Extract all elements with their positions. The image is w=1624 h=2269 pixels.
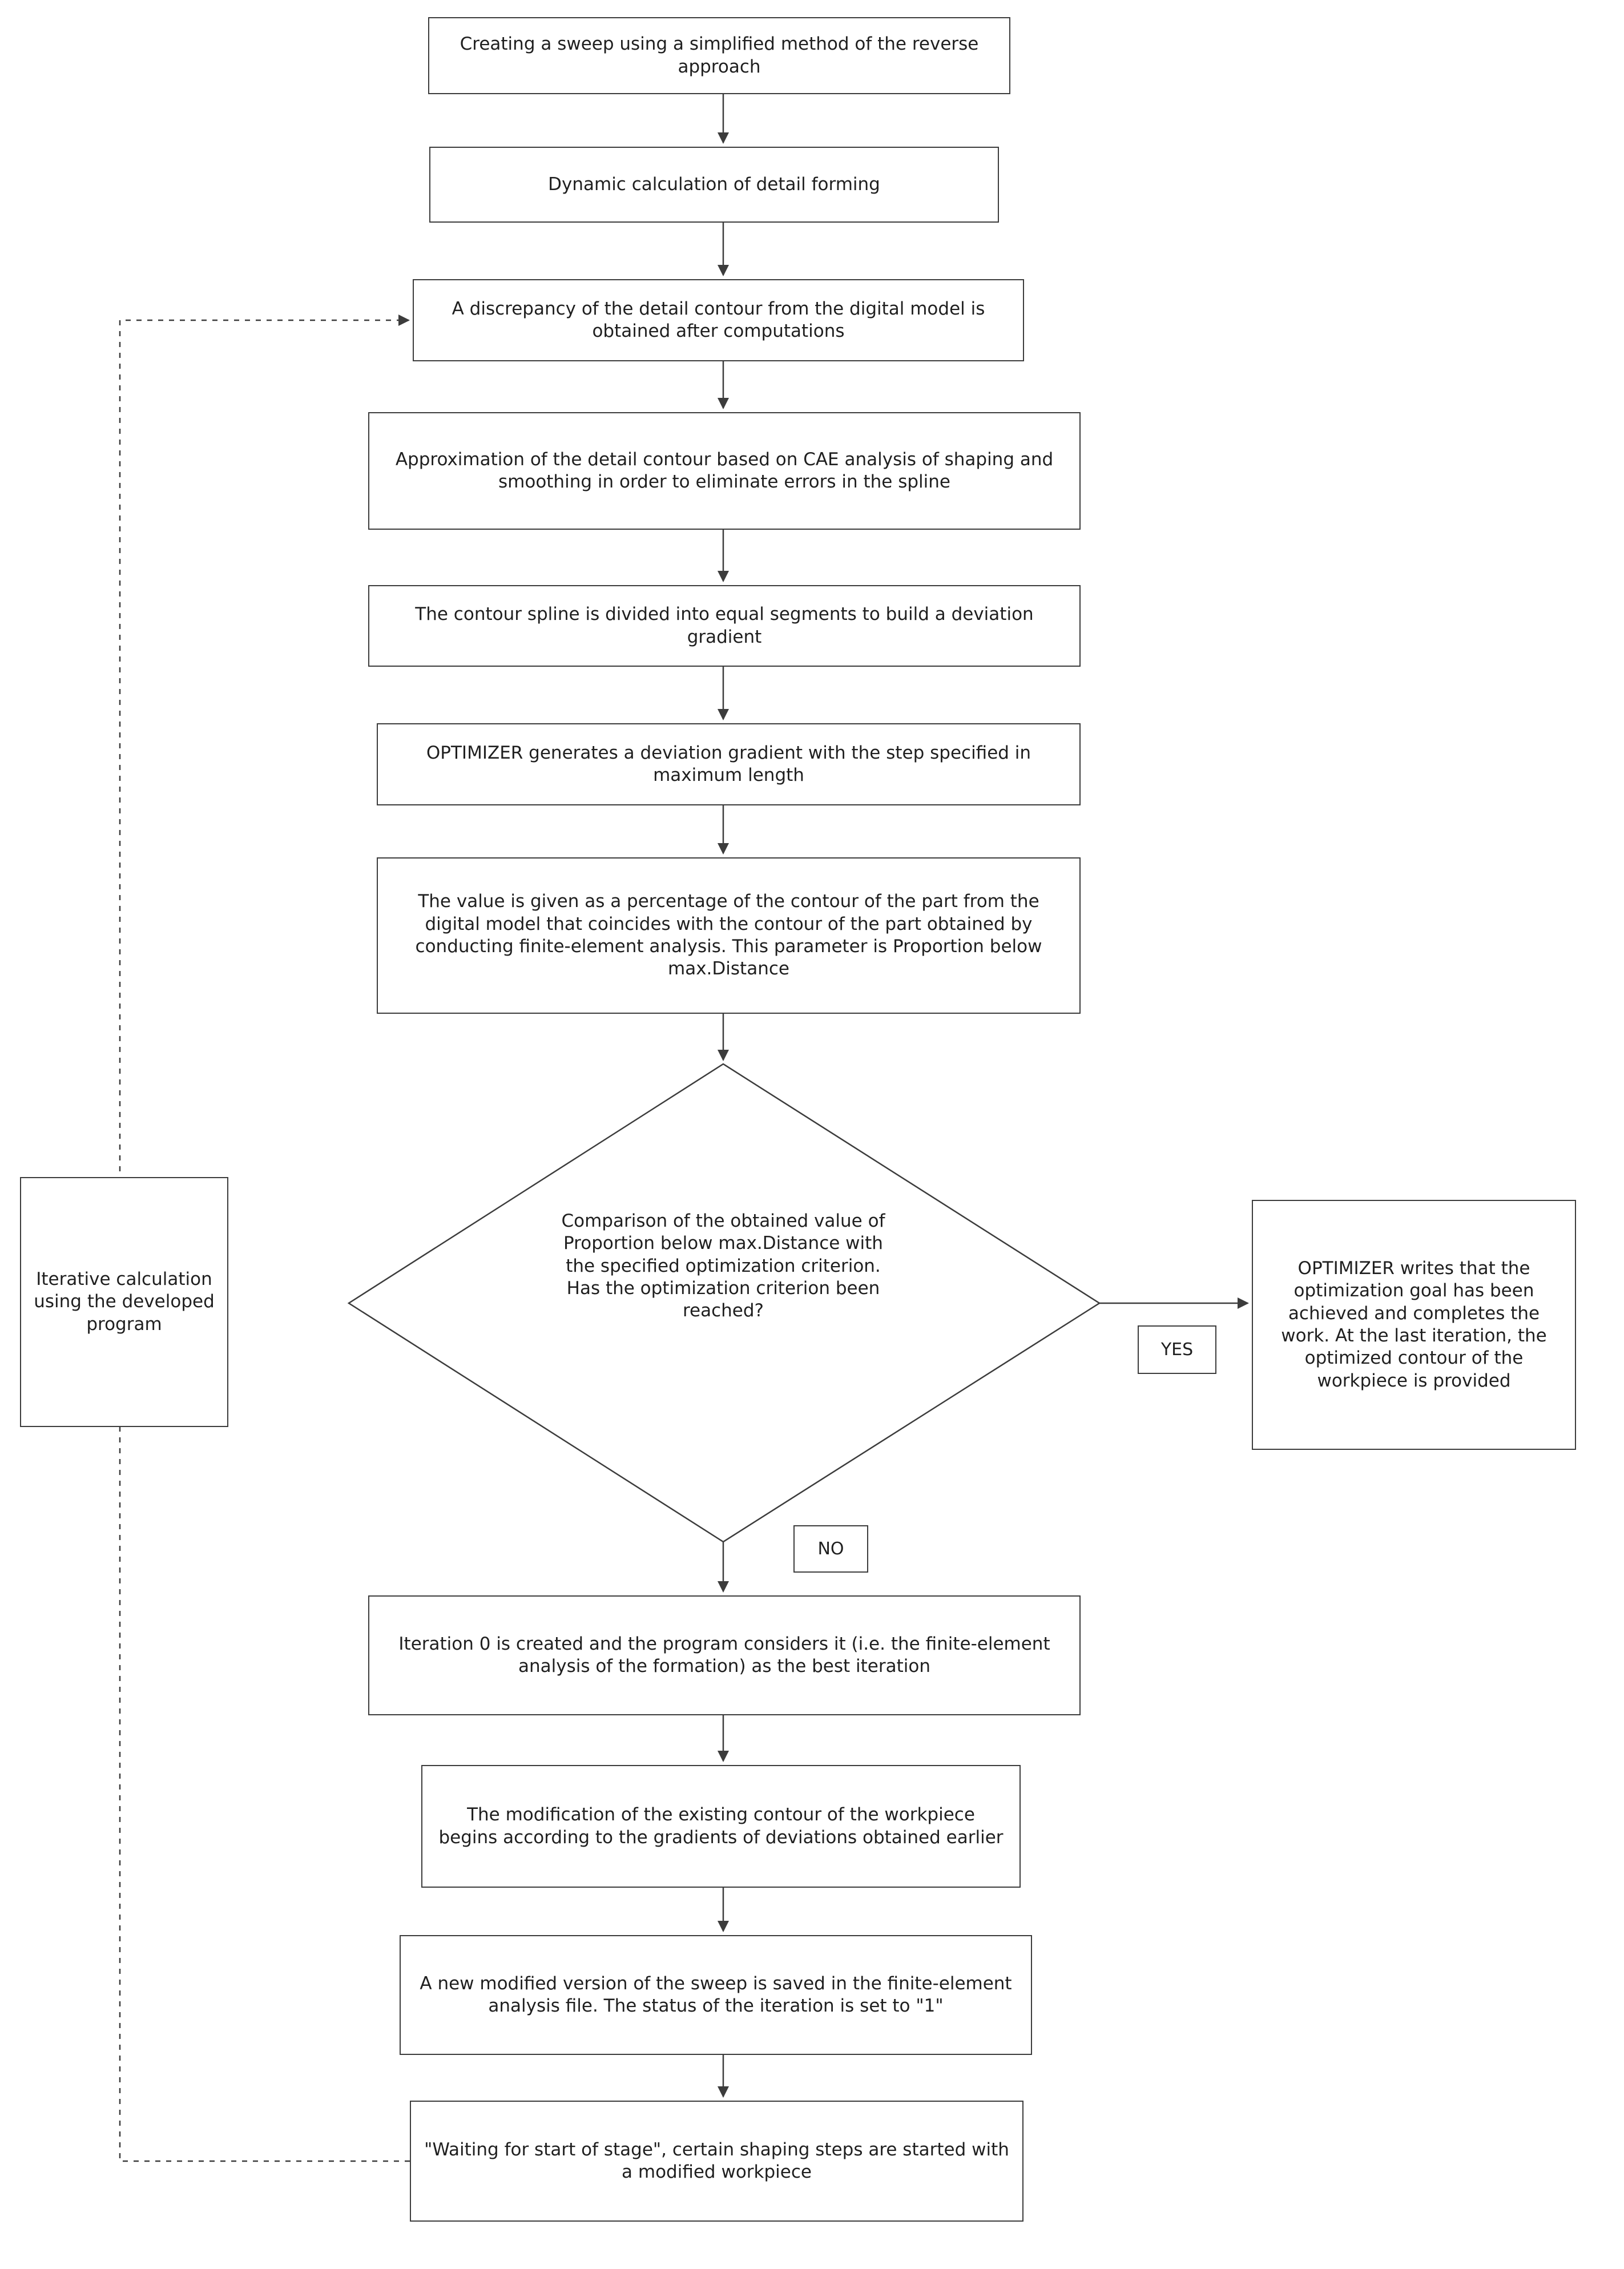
label-no: NO (793, 1525, 868, 1573)
node-dynamic-calculation: Dynamic calculation of detail forming (429, 147, 999, 223)
node-new-version-saved: A new modified version of the sweep is saved in the finite-element analysis file. The status of the iteration is set to "1" (400, 1935, 1032, 2055)
node-optimizer-gradient: OPTIMIZER generates a deviation gradient with the step specified in maximum length (377, 723, 1081, 805)
node-approximation: Approximation of the detail contour based on CAE analysis of shaping and smoothing in order to eliminate errors in the spline (368, 412, 1081, 530)
node-waiting-for-stage: "Waiting for start of stage", certain shaping steps are started with a modified workpiece (410, 2101, 1023, 2222)
node-create-sweep: Creating a sweep using a simplified method of the reverse approach (428, 17, 1010, 94)
node-iteration-zero: Iteration 0 is created and the program considers it (i.e. the finite-element analysis of the formation) as the best iteration (368, 1595, 1081, 1715)
label-yes: YES (1138, 1325, 1216, 1374)
node-discrepancy: A discrepancy of the detail contour from the digital model is obtained after computations (413, 279, 1024, 361)
decision-comparison-text: Comparison of the obtained value of Proportion below max.Distance with the specified optimization criterion. Has the optimization criterion been reached? (561, 1211, 885, 1321)
node-spline-divided: The contour spline is divided into equal segments to build a deviation gradient (368, 585, 1081, 667)
node-value-percentage: The value is given as a percentage of the contour of the part from the digital model that coincides with the contour of the part obtained by conducting finite-element analysis. This parameter is Proportion below max.Distance (377, 857, 1081, 1014)
node-iterative-calculation: Iterative calculation using the developed program (20, 1177, 228, 1427)
node-optimizer-writes: OPTIMIZER writes that the optimization goal has been achieved and completes the work. At the last iteration, the optimized contour of the workpiece is provided (1252, 1200, 1576, 1450)
node-modification-begins: The modification of the existing contour of the workpiece begins according to the gradients of deviations obtained earlier (421, 1765, 1021, 1888)
